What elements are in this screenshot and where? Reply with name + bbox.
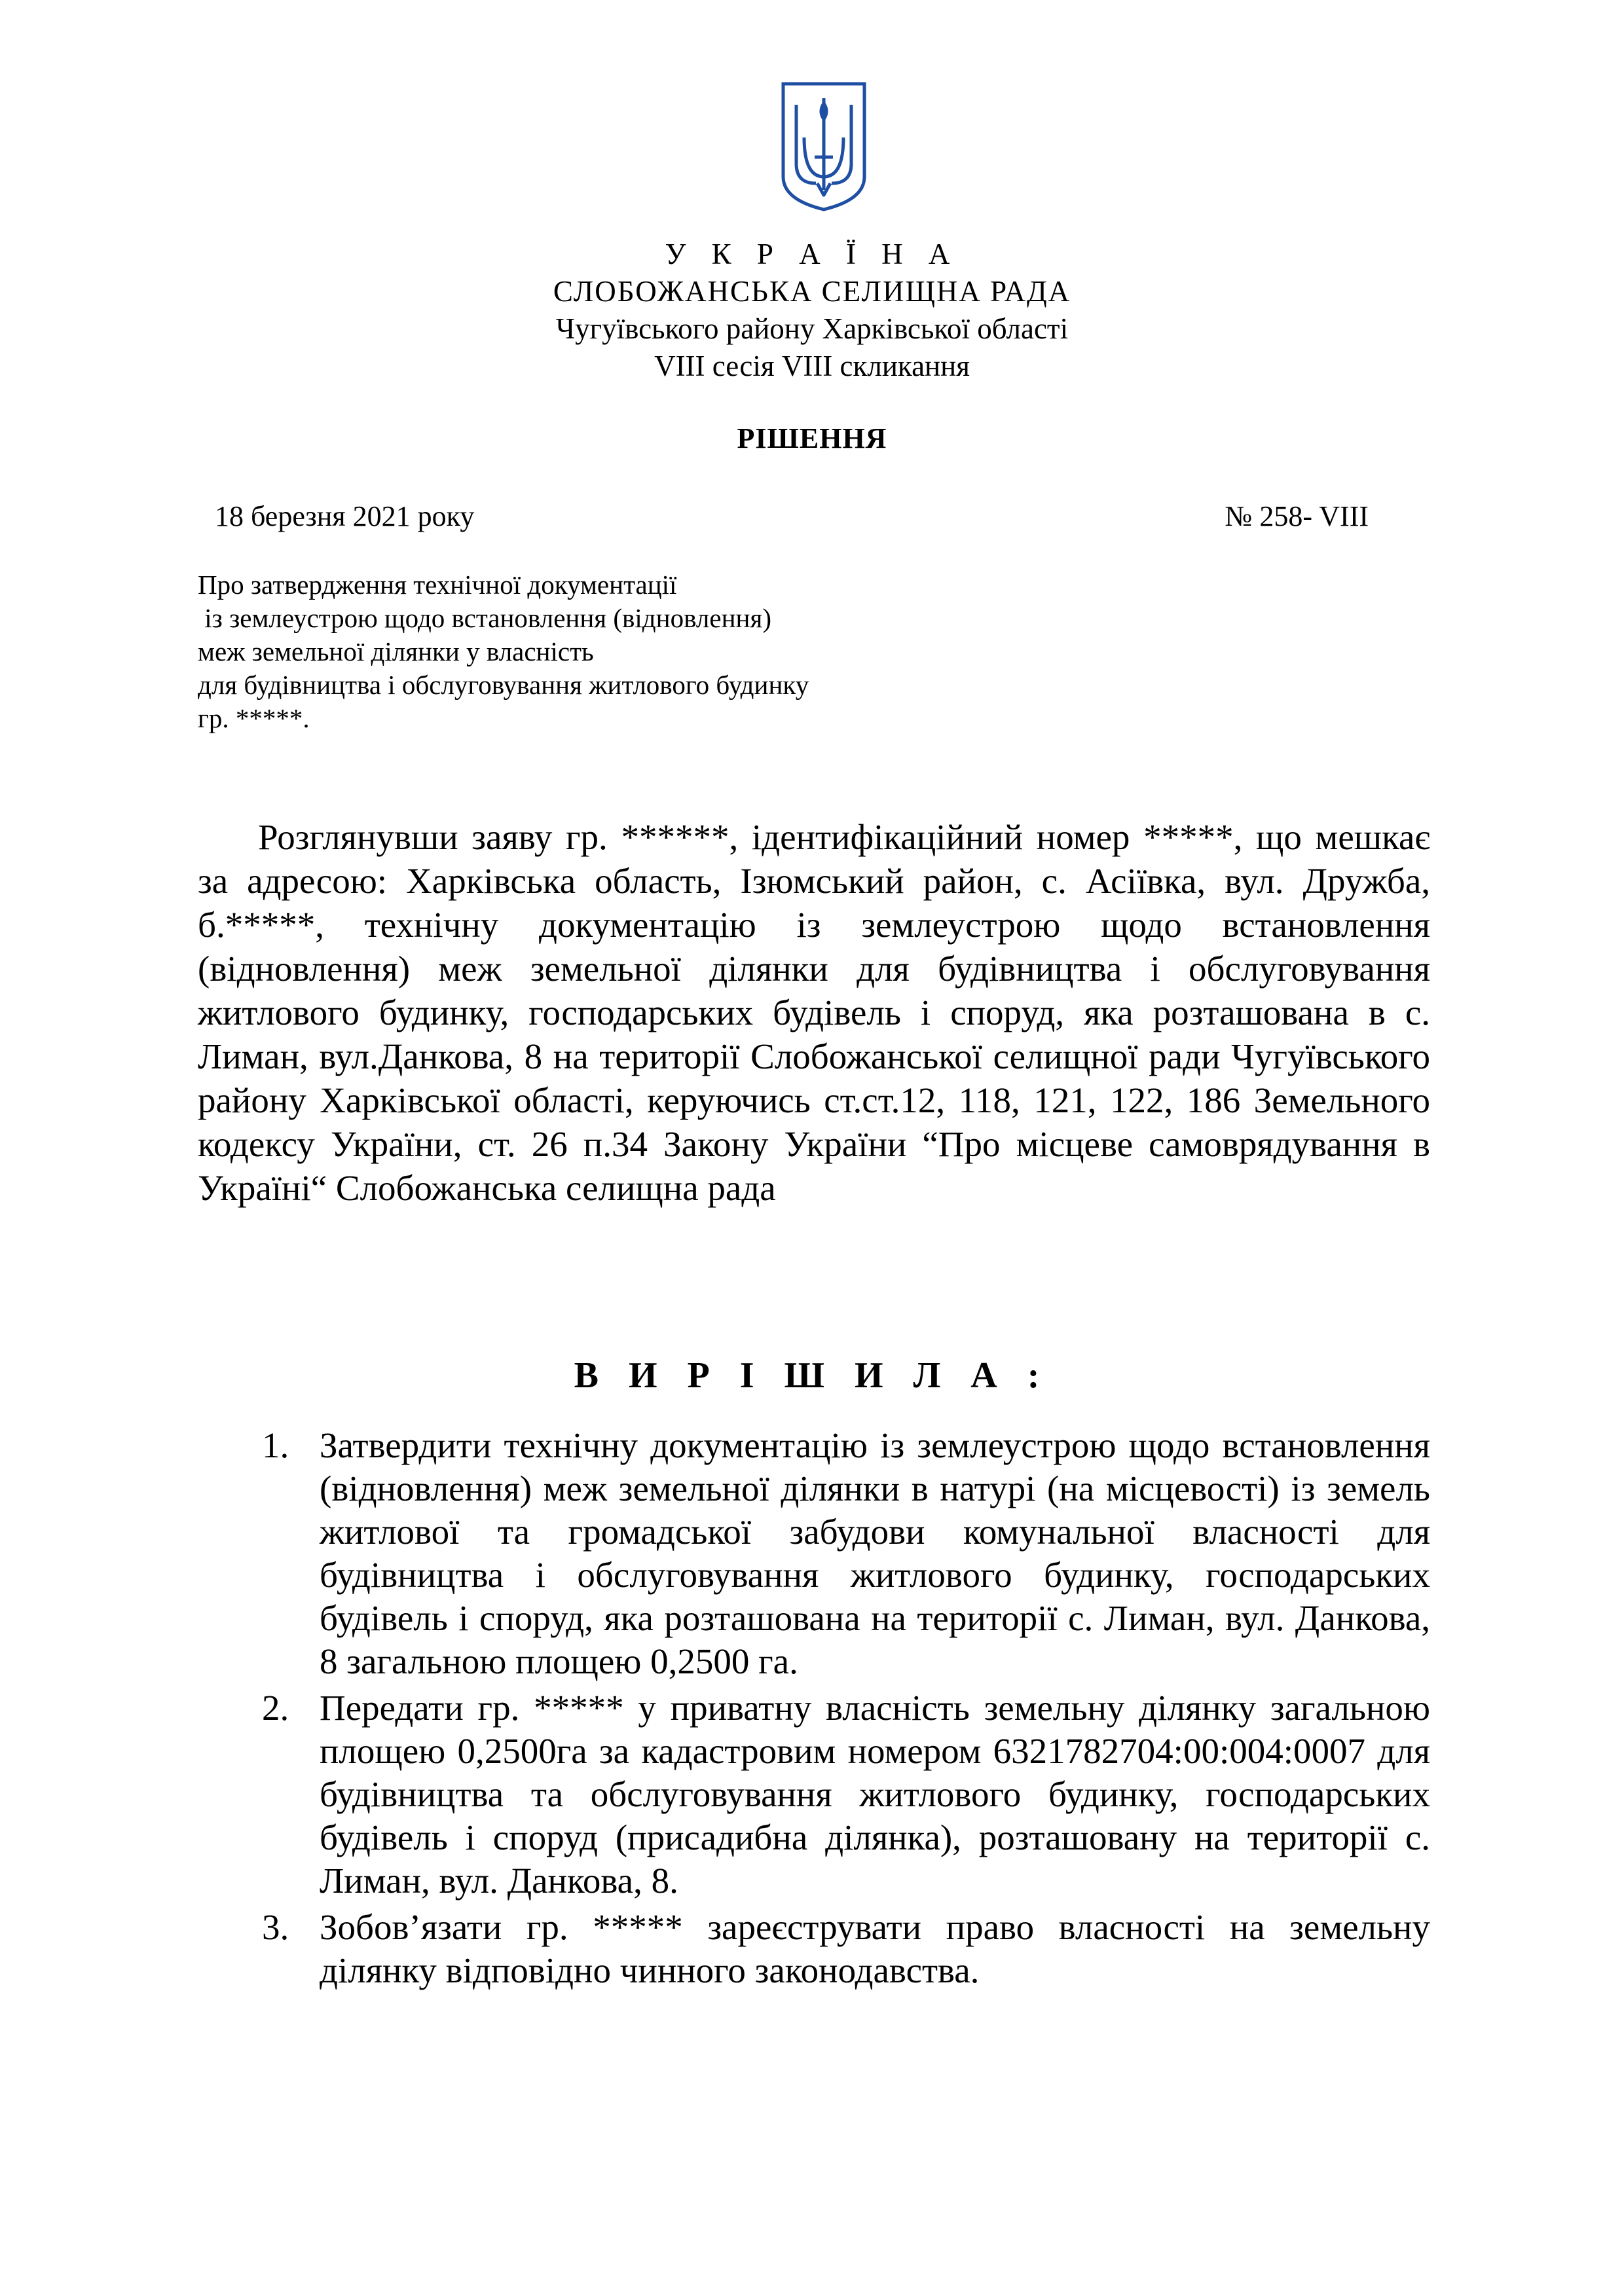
subject-line: для будівництва і обслуговування житлового будинку (198, 670, 809, 700)
subject-line: із землеустрою щодо встановлення (відновлення) (198, 603, 771, 633)
decision-date: 18 березня 2021 року (215, 500, 475, 532)
item-text: Затвердити технічну документацію із землеустрою щодо встановлення (відновлення) меж земельної ділянки в натурі (на місцевості) із земель житлової та громадської забудови комунальної власності для будівництва і обслуговування житлового будинку, господарських будівель і споруд, яка розташована на території с. Лиман, вул. Данкова, 8 загальною площею 0,2500 га. (320, 1425, 1430, 1681)
resolved-heading: В И Р І Ш И Л А : (574, 1355, 1050, 1396)
item-number: 1. (262, 1425, 289, 1465)
item-text: Передати гр. ***** у приватну власність земельну ділянку загальною площею 0,2500га за кадастровим номером 6321782704:00:004:0007 для будівництва та обслуговування житлового будинку, господарських будівель і споруд (присадибна ділянка), розташовану на території с. Лиман, вул. Данкова, 8. (320, 1688, 1430, 1901)
item-number: 3. (262, 1907, 289, 1947)
resolution-items (262, 1424, 1430, 1995)
country-heading: У К Р А Ї Н А (665, 238, 959, 270)
subject-line: гр. *****. (198, 703, 310, 733)
resolution-item (262, 1686, 1430, 1903)
resolution-item (262, 1424, 1430, 1683)
document-type-title: РІШЕННЯ (737, 422, 887, 454)
session-info: VIII сесія VIII скликання (654, 350, 970, 382)
decision-number: № 258- VIII (1225, 500, 1369, 532)
council-name: СЛОБОЖАНСЬКА СЕЛИЩНА РАДА (553, 275, 1071, 308)
item-number: 2. (262, 1688, 289, 1728)
subject-line: меж земельної ділянки у власність (198, 636, 594, 666)
decision-subject (198, 568, 984, 735)
preamble-paragraph: Розглянувши заяву гр. ******, ідентифікаційний номер *****, що мешкає за адресою: Харківська область, Ізюмський район, с. Асіївка, вул. Дружба, б.*****, технічну документацію із землеустрою щодо встановлення (відновлення) меж земельної ділянки для будівництва і обслуговування житлового будинку, господарських будівель і споруд, яка розташована в с. Лиман, вул.Данкова, 8 на території Слобожанської селищної ради Чугуївського району Харківської області, керуючись ст.ст.12, 118, 121, 122, 186 Земельного кодексу України, ст. 26 п.34 Закону України “Про місцеве самоврядування в Україні“ Слобожанська селищна рада (198, 817, 1430, 1208)
subject-line: Про затвердження технічної документації (198, 570, 677, 600)
resolution-item (262, 1906, 1430, 1992)
district-name: Чугуївського району Харківської області (555, 312, 1069, 345)
coat-of-arms-icon (778, 79, 870, 213)
item-text: Зобов’язати гр. ***** зареєструвати право власності на земельну ділянку відповідно чинного законодавства. (320, 1907, 1430, 1990)
